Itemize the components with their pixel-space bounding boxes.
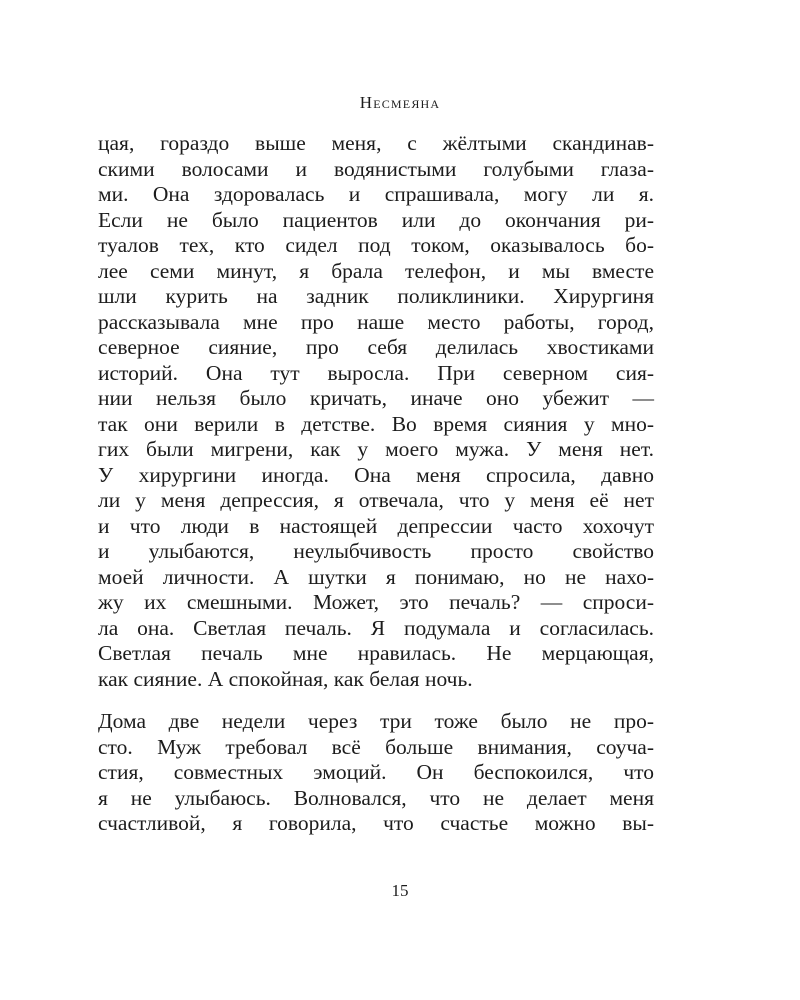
paragraph-1 bbox=[98, 131, 654, 692]
text-line: Светлая печаль мне нравилась. Не мерцающая, bbox=[98, 641, 654, 665]
page-number: 15 bbox=[391, 881, 409, 900]
text-line: цая, гораздо выше меня, с жёлтыми скандинав- bbox=[98, 131, 654, 155]
text-line: сто. Муж требовал всё больше внимания, соуча- bbox=[98, 734, 654, 759]
text-line: счастливой, я говорила, что счастье можно вы- bbox=[98, 811, 654, 835]
text-line: историй. Она тут выросла. При северном сия- bbox=[98, 360, 654, 385]
text-line: лее семи минут, я брала телефон, и мы вместе bbox=[98, 258, 654, 283]
text-line: жу их смешными. Может, это печаль? — спроси- bbox=[98, 590, 654, 614]
text-line: стия, совместных эмоций. Он беспокоился, что bbox=[98, 760, 654, 784]
text-line: и что люди в настоящей депрессии часто хохочут bbox=[98, 513, 654, 538]
text-line: как сияние. А спокойная, как белая ночь. bbox=[98, 666, 473, 691]
paragraph-2 bbox=[98, 709, 654, 837]
text-line: гих были мигрени, как у моего мужа. У меня нет. bbox=[98, 437, 654, 461]
text-line: ла она. Светлая печаль. Я подумала и согласилась. bbox=[98, 615, 654, 640]
text-line: нии нельзя было кричать, иначе оно убежит — bbox=[98, 386, 654, 410]
text-line: Если не было пациентов или до окончания ри- bbox=[98, 207, 654, 232]
text-line: северное сияние, про себя делилась хвостиками bbox=[98, 335, 654, 359]
text-line: ли у меня депрессия, я отвечала, что у меня её нет bbox=[98, 488, 654, 512]
text-line: Дома две недели через три тоже было не про- bbox=[98, 709, 654, 733]
text-line: я не улыбаюсь. Волновался, что не делает меня bbox=[98, 785, 654, 810]
text-line: скими волосами и водянистыми голубыми глаза- bbox=[98, 156, 654, 181]
text-line: рассказывала мне про наше место работы, город, bbox=[98, 309, 654, 334]
text-line: ми. Она здоровалась и спрашивала, могу ли я. bbox=[98, 182, 654, 206]
text-line: так они верили в детстве. Во время сияния у мно- bbox=[98, 411, 654, 436]
running-header: Несмеяна bbox=[359, 93, 441, 112]
text-line: туалов тех, кто сидел под током, оказывалось бо- bbox=[98, 233, 654, 257]
text-line: шли курить на задник поликлиники. Хирургиня bbox=[98, 284, 654, 308]
text-line: и улыбаются, неулыбчивость просто свойство bbox=[98, 539, 654, 563]
text-line: У хирургини иногда. Она меня спросила, давно bbox=[98, 462, 654, 487]
text-line: моей личности. А шутки я понимаю, но не нахо- bbox=[98, 564, 654, 589]
